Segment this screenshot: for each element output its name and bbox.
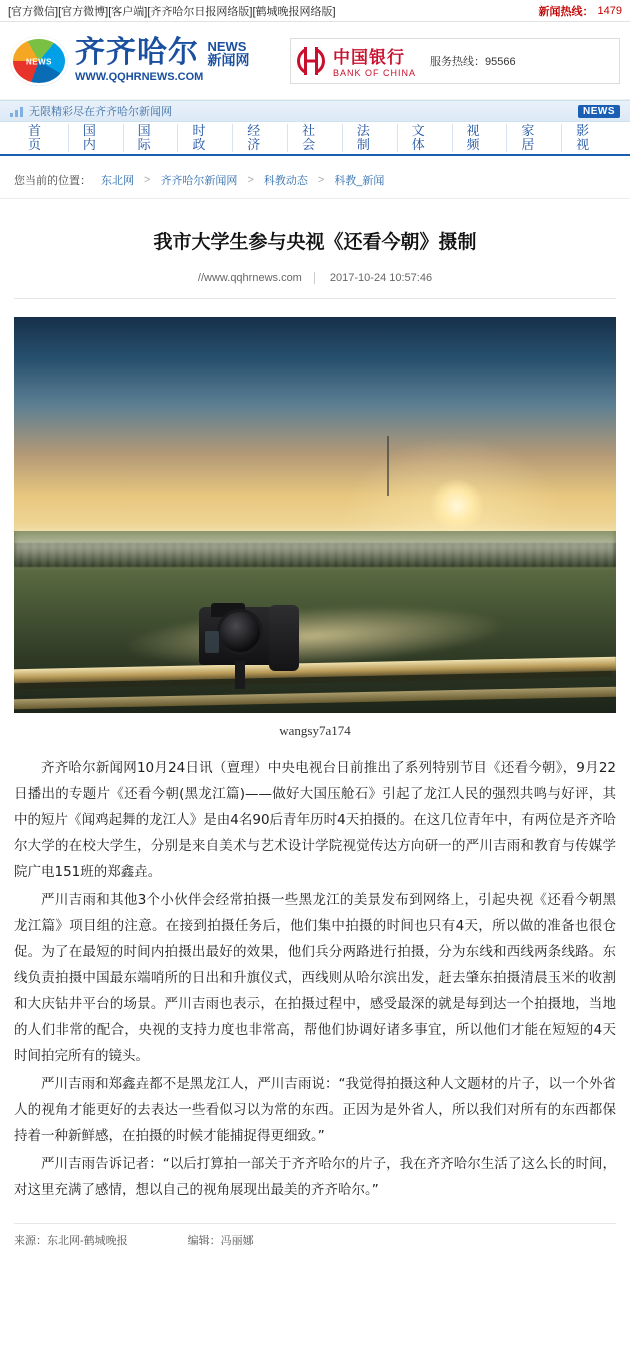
logo-title-cn: 齐齐哈尔 <box>75 35 199 70</box>
signal-bars-icon <box>10 106 23 117</box>
article <box>0 227 630 1262</box>
breadcrumb-item-0[interactable]: 东北网 <box>101 175 134 187</box>
slogan-text: 无限精彩尽在齐齐哈尔新闻网 <box>29 106 172 118</box>
hotline-number: 1479 <box>597 4 622 17</box>
news-badge: NEWS <box>578 105 620 118</box>
nav-item-video[interactable]: 视频 <box>453 124 508 152</box>
nav-item-home-living[interactable]: 家居 <box>507 124 562 152</box>
page-title: 我市大学生参与央视《还看今朝》摄制 <box>153 231 477 253</box>
article-source: //www.qqhrnews.com <box>198 272 315 284</box>
bank-name-cn: 中国银行 <box>333 48 405 67</box>
article-paragraph: 严川吉雨和郑鑫垚都不是黑龙江人，严川吉雨说：“我觉得拍摄这种人文题材的片子，以一个外省人的视角才能更好的去表达一些看似习以为常的东西。正因为是外省人，所以我们对所有的东西都保持着一种新鲜感，在拍摄的时候才能捕捉得更细致。” <box>14 1076 616 1144</box>
logo-title-en: NEWS <box>207 38 247 54</box>
top-link-evening-paper[interactable]: [鹤城晚报网络版] <box>252 5 336 18</box>
breadcrumb-item-1[interactable]: 齐齐哈尔新闻网 <box>160 175 238 187</box>
nav-item-domestic[interactable]: 国内 <box>69 124 124 152</box>
article-meta <box>14 272 616 299</box>
article-photo <box>14 317 616 713</box>
nav-item-international[interactable]: 国际 <box>124 124 179 152</box>
article-footer-meta <box>14 1223 616 1262</box>
logo-site-url: WWW.QQHRNEWS.COM <box>75 71 204 83</box>
article-paragraph: 齐齐哈尔新闻网10月24日讯（亶理）中央电视台日前推出了系列特别节目《还看今朝》，9月22日播出的专题片《还看今朝(黑龙江篇)——做好大国压舱石》引起了龙江人民的强烈共鸣与好评，其中的短片《闻鸡起舞的龙江人》是由4名90后青年历时4天拍摄的。在这几位青年中，有两位是齐齐哈尔大学的在校大学生，分别是来自美术与艺术设计学院视觉传达方向研一的严川吉雨和教育与传媒学院广电151班的郑鑫垚。 <box>14 760 616 880</box>
article-footer-source: 来源：东北网-鹤城晚报 <box>14 1235 128 1247</box>
news-hotline <box>539 3 622 19</box>
breadcrumb-label: 您当前的位置： <box>14 175 91 187</box>
top-link-app[interactable]: [客户端] <box>108 5 148 18</box>
nav-item-politics[interactable]: 时政 <box>178 124 233 152</box>
top-link-wechat[interactable]: [官方微信] <box>8 5 59 18</box>
article-footer-editor: 编辑：冯丽娜 <box>187 1235 254 1247</box>
slogan-bar <box>0 100 630 122</box>
news-globe-icon <box>10 36 68 86</box>
top-links <box>8 3 336 19</box>
photo-caption: wangsy7a174 <box>279 723 351 738</box>
hotline-label: 新闻热线： <box>538 5 594 18</box>
breadcrumb-separator-icon: > <box>317 174 325 186</box>
top-link-daily-paper[interactable]: [齐齐哈尔日报网络版] <box>147 5 253 18</box>
logo-subtitle-cn: 新闻网 <box>207 51 250 68</box>
bank-name-en: BANK OF CHINA <box>333 68 417 78</box>
nav-item-film-tv[interactable]: 影视 <box>576 123 590 152</box>
article-body <box>14 755 616 1203</box>
breadcrumb-item-2[interactable]: 科教动态 <box>263 175 308 187</box>
main-nav <box>0 122 630 156</box>
article-datetime: 2017-10-24 10:57:46 <box>329 272 433 284</box>
breadcrumb-separator-icon: > <box>247 174 254 186</box>
site-logo[interactable] <box>10 36 249 86</box>
camera-on-tripod <box>183 575 311 679</box>
bank-of-china-logo-icon <box>297 47 325 75</box>
bank-service-hotline: 服务热线：95566 <box>430 55 516 68</box>
article-paragraph: 严川吉雨和其他3个小伙伴会经常拍摄一些黑龙江的美景发布到网络上，引起央视《还看今朝黑龙江篇》项目组的注意。在接到拍摄任务后，他们集中拍摄的时间也只有4天，所以做的准备也很仓促。为了在最短的时间内拍摄出最好的效果，他们兵分两路进行拍摄，分为东线和西线两条线路。东线负责拍摄中国最东端哨所的日出和升旗仪式，西线则从哈尔滨出发，赶去肇东拍摄清晨玉米的收割和大庆钻井平台的场景。严川吉雨也表示，在拍摄过程中，感受最深的就是每到达一个拍摄地，当地的人们非常的配合，央视的支持力度也非常高，帮他们协调好诸多事宜，所以他们才能在短短的4天时间拍完所有的镜头。 <box>14 892 616 1064</box>
nav-item-economy[interactable]: 经济 <box>233 124 288 152</box>
nav-item-home[interactable]: 首页 <box>14 124 69 152</box>
bank-of-china-ad[interactable] <box>290 38 620 84</box>
nav-item-law[interactable]: 法制 <box>343 124 398 152</box>
breadcrumb-item-3[interactable]: 科教_新闻 <box>334 175 385 187</box>
top-link-weibo[interactable]: [官方微博] <box>58 5 109 18</box>
article-figure <box>14 317 616 739</box>
article-paragraph: 严川吉雨告诉记者：“以后打算拍一部关于齐齐哈尔的片子，我在齐齐哈尔生活了这么长的时间，对这里充满了感情，想以自己的视角展现出最美的齐齐哈尔。” <box>14 1156 616 1198</box>
breadcrumb-separator-icon: > <box>144 174 151 186</box>
nav-item-society[interactable]: 社会 <box>288 124 343 152</box>
nav-item-culture-sports[interactable]: 文体 <box>398 124 453 152</box>
top-utility-bar <box>0 0 630 22</box>
breadcrumb <box>0 156 630 199</box>
site-header <box>0 22 630 100</box>
